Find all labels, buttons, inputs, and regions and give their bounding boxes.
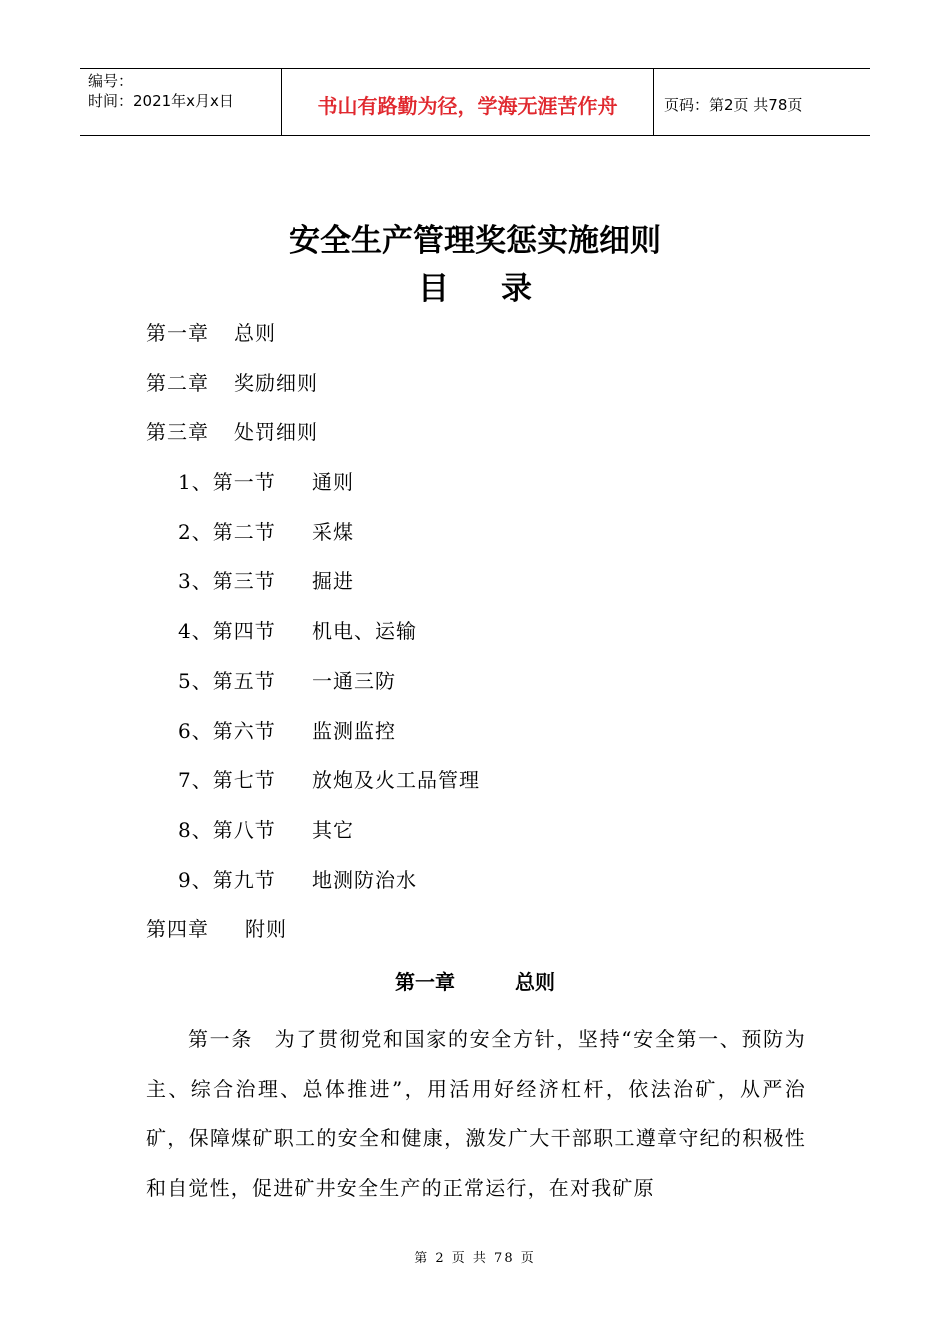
toc-item xyxy=(146,517,846,567)
toc-label: 第一章 xyxy=(146,321,209,345)
toc-text: 地测防治水 xyxy=(312,867,417,892)
toc-label: 第二章 xyxy=(146,370,209,395)
chapter-name: 总则 xyxy=(515,970,555,994)
toc-label: 4、第四节 xyxy=(178,619,276,644)
toc-text: 奖励细则 xyxy=(234,370,318,395)
toc-item xyxy=(146,417,846,467)
date-line: 时间：2021年x月x日 xyxy=(88,92,234,110)
header-info-cell xyxy=(80,69,282,135)
number-label: 编号： xyxy=(88,72,134,90)
header-page-info: 页码：第2页 共78页 xyxy=(664,95,803,114)
document-title: 安全生产管理奖惩实施细则 xyxy=(289,223,661,259)
toc-item xyxy=(146,865,846,915)
toc-item xyxy=(146,566,846,616)
toc-label: 2、第二节 xyxy=(178,519,276,544)
toc-text: 一通三防 xyxy=(312,668,396,693)
toc-label: 第四章 xyxy=(146,917,209,942)
toc-text: 附则 xyxy=(245,917,287,942)
toc-item xyxy=(146,815,846,865)
toc-item xyxy=(146,616,846,666)
toc-item xyxy=(146,666,846,716)
toc-label: 3、第三节 xyxy=(178,569,276,594)
header-motto: 书山有路勤为径，学海无涯苦作舟 xyxy=(282,69,654,135)
toc-text: 机电、运输 xyxy=(312,619,417,644)
toc-label: 8、第八节 xyxy=(178,817,276,842)
page-header xyxy=(80,68,870,136)
toc-label: 第三章 xyxy=(146,420,209,445)
toc-text: 放炮及火工品管理 xyxy=(312,768,480,793)
toc-item xyxy=(146,318,846,368)
chapter-heading xyxy=(0,966,950,995)
table-of-contents xyxy=(146,318,846,964)
toc-text: 通则 xyxy=(312,470,354,495)
chapter-label: 第一章 xyxy=(395,970,455,994)
toc-heading: 目录 xyxy=(418,271,584,307)
toc-item xyxy=(146,765,846,815)
toc-text: 其它 xyxy=(312,817,354,842)
toc-item xyxy=(146,368,846,418)
toc-text: 采煤 xyxy=(312,519,354,544)
toc-item xyxy=(146,467,846,517)
toc-text: 处罚细则 xyxy=(234,420,318,445)
toc-text: 总则 xyxy=(234,321,276,345)
page-footer: 第 2 页 共 78 页 xyxy=(414,1251,536,1266)
toc-label: 6、第六节 xyxy=(178,718,276,743)
toc-text: 监测监控 xyxy=(312,718,396,743)
toc-label: 9、第九节 xyxy=(178,867,276,892)
toc-label: 5、第五节 xyxy=(178,668,276,693)
toc-item xyxy=(146,914,846,964)
toc-text: 掘进 xyxy=(312,569,354,594)
toc-label: 1、第一节 xyxy=(178,470,276,495)
toc-item xyxy=(146,716,846,766)
article-paragraph: 第一条 为了贯彻党和国家的安全方针，坚持“安全第一、预防为主、综合治理、总体推进”，用活用好经济杠杆，依法治矿，从严治矿，保障煤矿职工的安全和健康，激发广大干部职工遵章守纪的积极性和自觉性，促进矿井安全生产的正常运行，在对我矿原 xyxy=(146,1027,806,1200)
toc-label: 7、第七节 xyxy=(178,768,276,793)
